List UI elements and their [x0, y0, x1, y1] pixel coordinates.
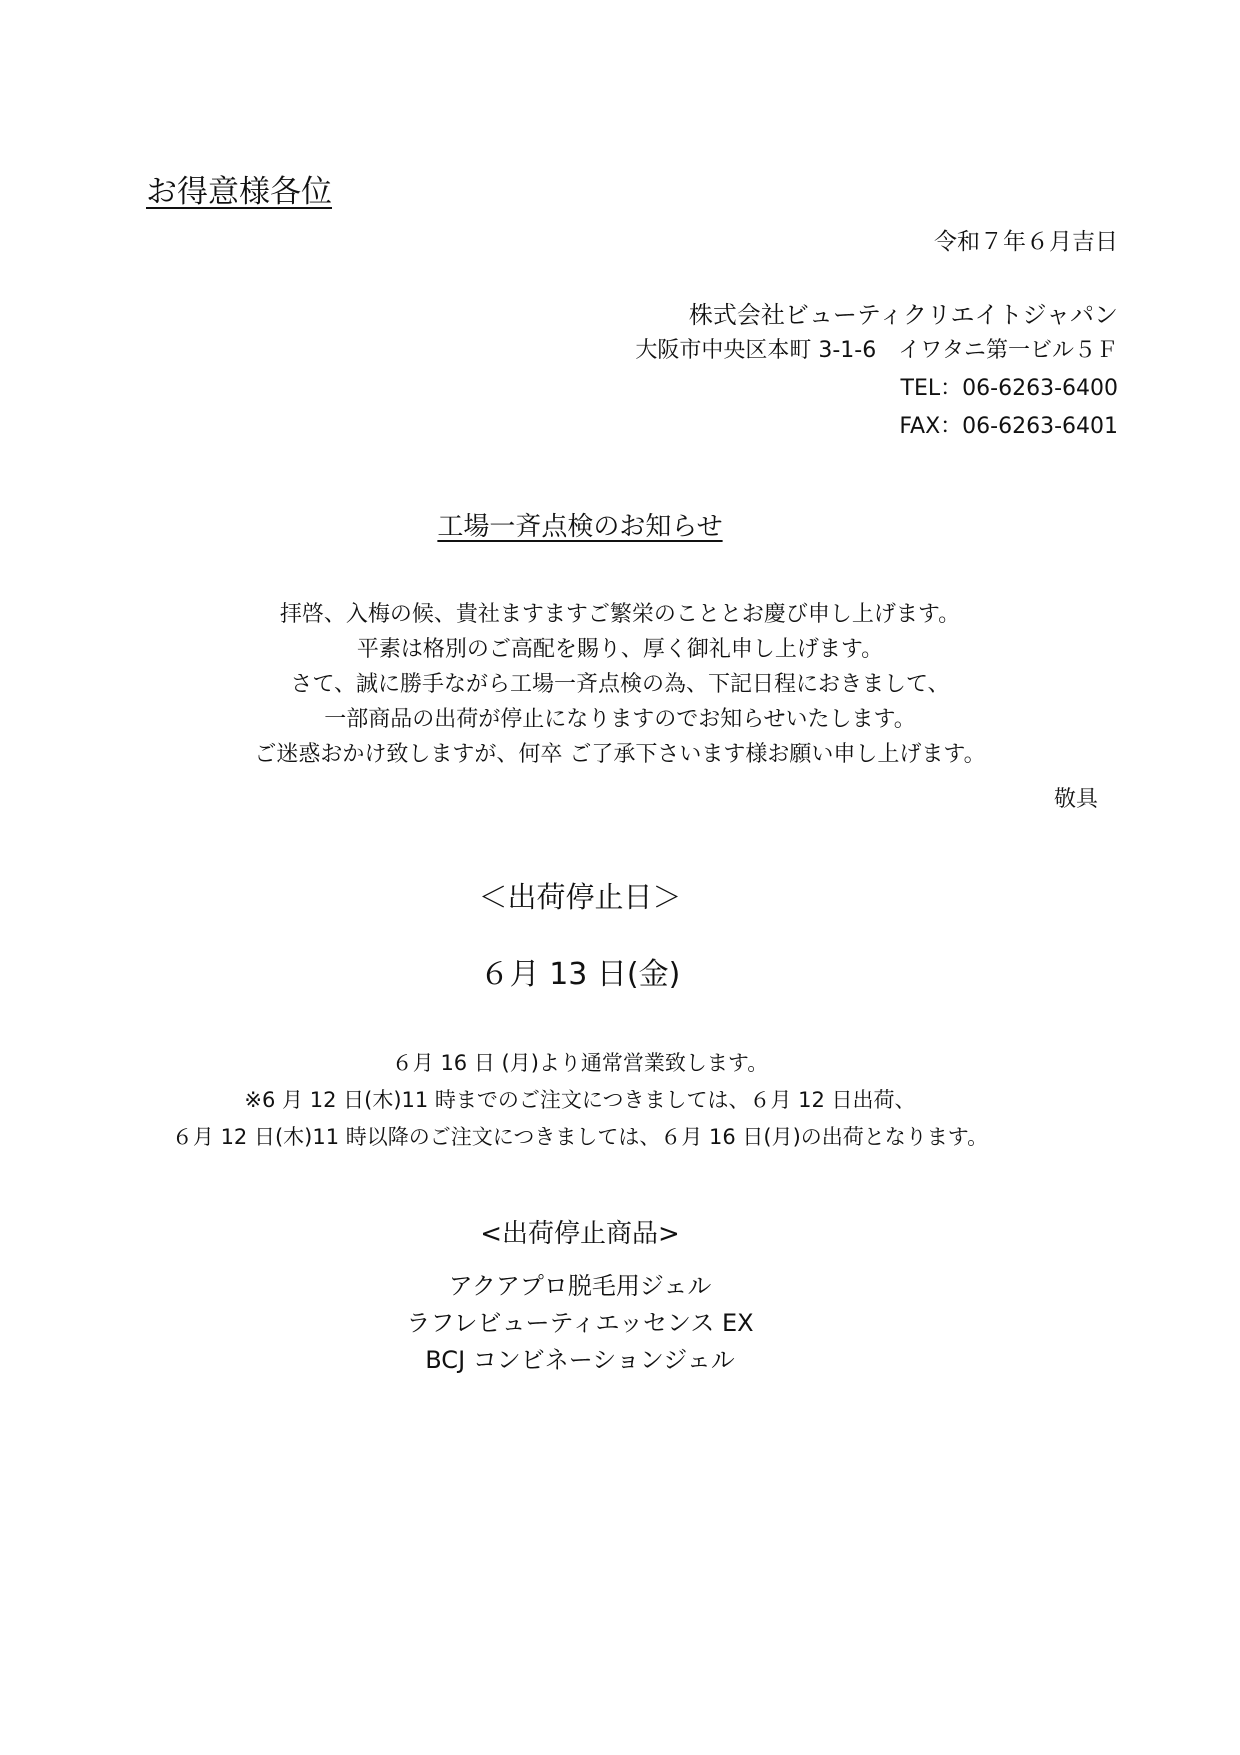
letter-body [0, 597, 1240, 772]
shipping-stop-heading: ＜出荷停止日＞ [478, 880, 682, 914]
addressee: お得意様各位 [146, 174, 332, 210]
resume-line: ※6 月 12 日(木)11 時までのご注文につきましては、６月 12 日出荷、 [244, 1088, 916, 1112]
resume-line: ６月 16 日 (月)より通常営業致します。 [391, 1051, 769, 1075]
notice-title-wrap [0, 506, 1160, 543]
letter-line: 拝啓、入梅の候、貴社ますますご繁栄のこととお慶び申し上げます。 [279, 602, 961, 627]
company-tel: TEL：06-6263-6400 [900, 376, 1118, 401]
stopped-products-heading: <出荷停止商品> [480, 1219, 680, 1249]
closing-word: 敬具 [1053, 787, 1098, 812]
sender-block [418, 226, 1118, 446]
product-item: アクアプロ脱毛用ジェル [448, 1272, 712, 1300]
company-address: 大阪市中央区本町 3-1-6 イワタニ第一ビル５Ｆ [635, 338, 1118, 363]
letter-line: 平素は格別のご高配を賜り、厚く御礼申し上げます。 [356, 637, 884, 662]
letter-line: 一部商品の出荷が停止になりますのでお知らせいたします。 [324, 707, 916, 732]
resume-line: ６月 12 日(木)11 時以降のご注文につきましては、６月 16 日(月)の出荷となります。 [171, 1125, 989, 1149]
resume-info [0, 1045, 1160, 1156]
company-fax: FAX：06-6263-6401 [899, 414, 1118, 439]
company-name: 株式会社ビューティクリエイトジャパン [688, 301, 1118, 329]
issue-date: 令和７年６月吉日 [934, 229, 1118, 255]
letter-line: ご迷惑おかけ致しますが、何卒 ご了承下さいます様お願い申し上げます。 [254, 742, 986, 767]
shipping-stop-date: ６月 13 日(金) [479, 957, 681, 992]
letter-line: さて、誠に勝手ながら工場一斉点検の為、下記日程におきまして、 [290, 672, 950, 697]
product-item: BCJ コンビネーションジェル [425, 1346, 735, 1374]
stopped-products-list [0, 1268, 1160, 1379]
notice-title: 工場一斉点検のお知らせ [437, 512, 723, 542]
product-item: ラフレビューティエッセンス EX [406, 1309, 754, 1337]
